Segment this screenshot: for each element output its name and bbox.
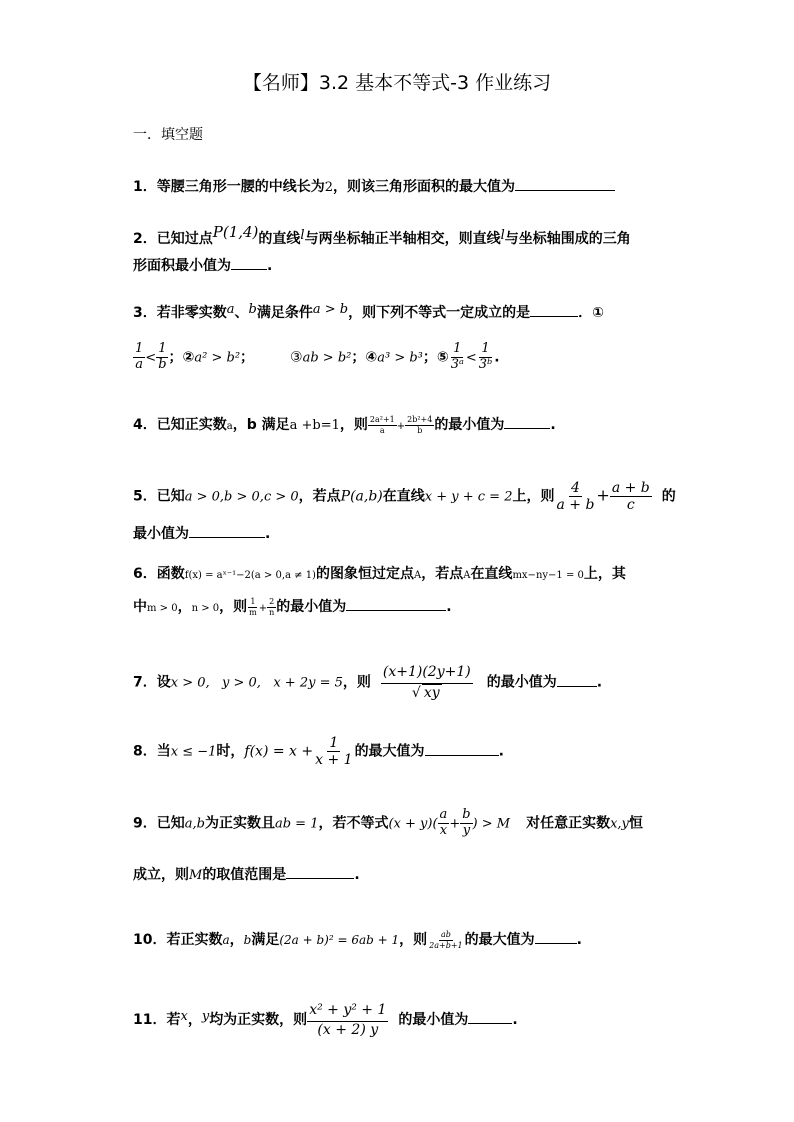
q6-n-cond: n > 0	[191, 603, 220, 614]
q6-text-b: 的图象恒过定点	[315, 566, 414, 582]
section-heading: 一．填空题	[133, 127, 203, 143]
q8-frac: $\frac{1}{x + 1}$	[315, 735, 353, 769]
q6-text-h: ，则	[219, 599, 248, 615]
q3-var-b: b	[248, 302, 257, 317]
q9-text-g: 的取值范围是	[202, 867, 287, 883]
q9-plus: +	[449, 816, 461, 832]
q4-frac-1: $\frac{\text{2a²+1}}{a}$	[369, 415, 395, 435]
q11-var-x: x	[180, 1009, 188, 1025]
question-9-cont	[133, 864, 360, 884]
q7-text-a: 设	[156, 674, 171, 691]
q10-text-e: 的最大值为	[464, 932, 535, 948]
question-3	[133, 302, 604, 322]
q8-answer-blank[interactable]	[425, 743, 499, 756]
q1-answer-blank[interactable]	[515, 178, 615, 191]
q6-text-g: ，	[177, 599, 192, 615]
q8-number: 8．	[133, 743, 157, 760]
q7-frac: $\frac{(x+1)(2y+1)}{√ xy}$	[382, 664, 471, 702]
q7-text-b: ，则	[342, 674, 371, 691]
q11-text-c: 均为正实数，则	[209, 1012, 308, 1029]
q2-line-l: l	[300, 228, 305, 243]
q8-period: .	[498, 743, 504, 760]
q9-text-e: 恒	[628, 815, 643, 832]
q6-text-f: 中	[133, 599, 147, 615]
q9-vars-xy: x,y	[610, 816, 629, 832]
q5-answer-blank[interactable]	[189, 525, 265, 538]
q6-text-e: 上，其	[583, 566, 626, 582]
question-6-cont	[133, 596, 452, 617]
q11-text-a: 若	[166, 1012, 181, 1029]
q10-text-c: 满足	[251, 932, 280, 948]
q5-text-e: 的	[661, 488, 676, 505]
q3-option-2: a² > b²	[194, 350, 241, 366]
q3-answer-blank[interactable]	[530, 304, 578, 317]
q6-text-d: 在直线	[470, 566, 513, 582]
q6-line-eq: mx−ny−1 = 0	[512, 570, 584, 581]
q6-text-c: ，若点	[421, 566, 464, 582]
q4-var-a: a	[226, 421, 233, 432]
q8-text-c: 的最大值为	[354, 743, 425, 760]
q5-condition: a > 0,b > 0,c > 0	[184, 489, 299, 505]
q3-text-c: ，则下列不等式一定成立的是	[348, 305, 531, 321]
q3-sep: 、	[234, 305, 249, 321]
q9-text-d: 对任意正实数	[526, 815, 611, 832]
q5-frac-2: $\frac{a + b}{c}$	[611, 480, 650, 514]
q10-text-b: ，	[229, 932, 244, 948]
q1-number: 1．	[133, 179, 157, 195]
q11-answer-blank[interactable]	[468, 1011, 512, 1024]
q2-period: .	[267, 258, 273, 274]
q9-var-M: M	[189, 868, 203, 883]
q9-text-a: 已知	[156, 815, 185, 832]
q7-period: .	[596, 674, 603, 691]
q5-text-c: 在直线	[382, 488, 425, 505]
q4-answer-blank[interactable]	[504, 416, 550, 429]
q5-text-d: 上，则	[512, 488, 555, 505]
q8-text-a: 当	[156, 743, 171, 760]
q3-option-1-marker: ．①	[578, 305, 604, 321]
q5-line-eq: x + y + c = 2	[424, 489, 513, 505]
q5-point: P(a,b)	[340, 488, 383, 505]
q9-vars-ab: a,b	[184, 816, 205, 832]
q3-option-5-frac-b: $\frac{1}{\text{3ᵇ}}$	[478, 341, 493, 372]
q4-frac-2: $\frac{\text{2b²+4}}{b}$	[407, 415, 433, 435]
q2-line-l2: l	[500, 228, 505, 243]
q11-var-y: y	[201, 1009, 210, 1025]
question-5	[133, 480, 676, 513]
q3-text-b: 满足条件	[256, 305, 313, 321]
q2-point: P(1,4)	[212, 223, 259, 241]
q3-period: .	[494, 349, 500, 366]
q10-answer-blank[interactable]	[535, 931, 577, 944]
q4-number: 4．	[133, 417, 157, 433]
q6-period: .	[446, 599, 452, 615]
q6-plus: +	[258, 603, 268, 614]
q6-number: 6．	[133, 566, 157, 582]
q4-text-d: 的最小值为	[434, 417, 505, 433]
q6-frac-2: $\frac{2}{n}$	[269, 597, 275, 617]
question-5-cont	[133, 523, 270, 543]
q9-ineq-left: (x + y)(	[388, 816, 438, 832]
q6-frac-1: $\frac{1}{m}$	[249, 597, 257, 617]
q3-sep-1: ；②	[168, 349, 195, 366]
q7-number: 7．	[133, 674, 157, 691]
question-7	[133, 664, 602, 701]
q4-period: .	[550, 417, 556, 433]
question-6	[133, 563, 626, 583]
q5-number: 5．	[133, 488, 157, 505]
q4-text-b: ，b 满足	[232, 417, 290, 433]
q7-answer-blank[interactable]	[557, 674, 597, 687]
q6-text-a: 函数	[156, 566, 185, 582]
q10-period: .	[576, 932, 582, 948]
q2-text-b: 的直线	[258, 231, 301, 247]
q3-option-1-less: <	[145, 350, 157, 366]
question-4	[133, 414, 556, 435]
q9-condition: ab = 1	[274, 816, 319, 832]
q2-text-d: 与坐标轴围成的三角	[504, 231, 631, 247]
q3-sep-3: ；④	[351, 349, 378, 366]
question-1	[133, 176, 615, 196]
q3-option-1-frac-b: $\frac{1}{b}$	[158, 341, 167, 372]
q1-tail: ，则该三角形面积的最大值为	[333, 179, 516, 195]
q2-answer-blank[interactable]	[231, 257, 267, 270]
q6-point-a: A	[413, 570, 422, 581]
question-10	[133, 929, 582, 950]
q9-answer-blank[interactable]	[286, 866, 354, 879]
q3-sep-2: ；	[240, 349, 255, 366]
q1-text: 等腰三角形一腰的中线长为	[156, 179, 325, 195]
q11-text-b: ，	[187, 1012, 202, 1029]
q3-option-3: ab > b²	[302, 350, 352, 366]
q9-text-f: 成立，则	[133, 867, 189, 883]
q11-number: 11．	[133, 1012, 167, 1029]
q11-period: .	[512, 1012, 518, 1029]
q2-number: 2．	[133, 231, 157, 247]
q10-frac: $\frac{ab}{2a+b+1}$	[429, 930, 463, 950]
q3-condition: a > b	[312, 302, 349, 317]
q10-text-a: 若正实数	[166, 932, 223, 948]
q9-text-c: ，若不等式	[318, 815, 389, 832]
q6-answer-blank[interactable]	[346, 598, 446, 611]
q9-frac-2: $\frac{b}{y}$	[462, 807, 471, 838]
q6-text-i: 的最小值为	[276, 599, 347, 615]
q2-text-e: 形面积最小值为	[133, 258, 231, 274]
q7-condition: x > 0, y > 0, x + 2y = 5	[170, 675, 343, 691]
q11-frac: $\frac{\text{x² + y² + 1}}{(x + 2) y}$	[309, 1002, 387, 1039]
question-8	[133, 735, 504, 768]
q11-text-d: 的最小值为	[398, 1012, 469, 1029]
q10-var-b: b	[243, 933, 252, 947]
question-11	[133, 1002, 518, 1038]
q10-text-d: ，则	[399, 932, 428, 948]
q10-condition: (2a + b)² = 6ab + 1	[279, 933, 400, 947]
q9-period: .	[354, 867, 360, 883]
q2-text-c: 与两坐标轴正半轴相交，则直线	[304, 231, 501, 247]
q3-sep-4: ；⑤	[422, 349, 449, 366]
q7-text-c: 的最小值为	[486, 674, 557, 691]
question-3-options	[133, 342, 500, 373]
q3-var-a: a	[226, 302, 235, 317]
q5-text-b: ，若点	[298, 488, 341, 505]
q6-m-cond: m > 0	[147, 603, 178, 614]
q6-point-a2: A	[463, 570, 471, 581]
q5-text-a: 已知	[156, 488, 185, 505]
q1-value: 2	[324, 180, 334, 195]
q8-condition: x ≤ −1	[170, 744, 217, 760]
question-2	[133, 223, 631, 248]
q9-ineq-right: ) > M	[472, 816, 511, 832]
q8-function: f(x) = x +	[244, 743, 314, 760]
q3-option-5-frac-a: $\frac{1}{\text{3ᵃ}}$	[450, 341, 464, 372]
q9-number: 9．	[133, 815, 157, 832]
q4-condition: a +b=1	[289, 418, 340, 433]
q3-text-a: 若非零实数	[156, 305, 227, 321]
page-title: 【名师】3.2 基本不等式-3 作业练习	[242, 72, 552, 94]
q10-number: 10．	[133, 932, 167, 948]
q3-number: 3．	[133, 305, 157, 321]
q3-option-1-frac-a: $\frac{1}{a}$	[135, 341, 144, 372]
question-9	[133, 808, 643, 839]
q5-text-f: 最小值为	[133, 526, 189, 542]
q3-option-3-marker: ③	[290, 349, 303, 366]
q4-text-a: 已知正实数	[156, 417, 227, 433]
q4-text-c: ，则	[339, 417, 368, 433]
q4-plus: +	[396, 421, 406, 432]
q10-var-a: a	[222, 933, 230, 947]
q5-frac-1: $\frac{4}{a + b}$	[556, 480, 595, 514]
q6-function: f(x) = aˣ⁻¹−2(a > 0,a ≠ 1)	[184, 570, 316, 581]
q9-text-b: 为正实数且	[204, 815, 275, 832]
q3-option-4: a³ > b³	[377, 350, 423, 366]
q2-text-a: 已知过点	[156, 231, 213, 247]
q8-text-b: 时，	[216, 743, 245, 760]
q5-plus: +	[596, 485, 610, 505]
q3-option-5-less: <	[465, 350, 477, 366]
q5-period: .	[265, 526, 271, 542]
question-2-cont	[133, 255, 272, 275]
q9-frac-1: $\frac{a}{x}$	[439, 807, 448, 838]
